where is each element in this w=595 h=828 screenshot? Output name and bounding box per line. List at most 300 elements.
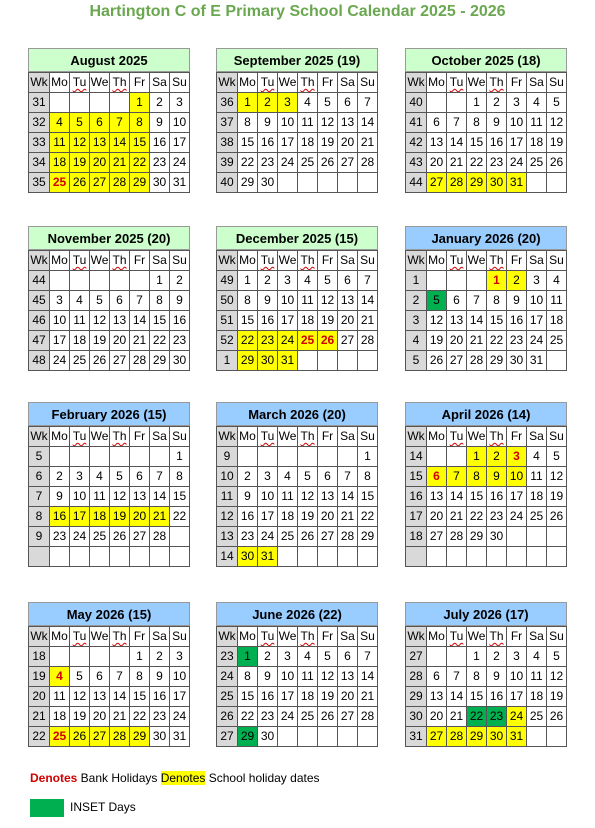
day-cell: 24 xyxy=(507,707,527,727)
week-header: Wk xyxy=(29,73,50,93)
day-cell: 17 xyxy=(278,311,298,331)
day-cell: 14 xyxy=(150,487,170,507)
day-cell: 10 xyxy=(507,467,527,487)
day-cell: 15 xyxy=(358,487,378,507)
week-row xyxy=(217,153,378,173)
day-cell: 5 xyxy=(547,447,567,467)
day-cell xyxy=(70,271,90,291)
day-cell: 21 xyxy=(110,707,130,727)
day-cell xyxy=(298,447,318,467)
day-cell: 20 xyxy=(90,707,110,727)
day-cell: 12 xyxy=(90,311,110,331)
week-row xyxy=(406,113,567,133)
day-cell: 2 xyxy=(487,647,507,667)
week-number: 44 xyxy=(406,173,427,193)
day-cell: 28 xyxy=(467,351,487,371)
day-header: We xyxy=(90,627,110,647)
day-cell: 29 xyxy=(238,727,258,747)
day-cell: 28 xyxy=(130,351,150,371)
day-cell xyxy=(447,93,467,113)
day-cell: 17 xyxy=(278,133,298,153)
month-table xyxy=(216,626,378,747)
day-header-row xyxy=(29,251,190,271)
week-number: 15 xyxy=(406,467,427,487)
day-cell: 2 xyxy=(487,93,507,113)
day-header-row xyxy=(406,627,567,647)
week-row xyxy=(406,467,567,487)
week-row xyxy=(217,487,378,507)
week-number: 32 xyxy=(29,113,50,133)
inset-swatch xyxy=(30,799,64,817)
day-cell: 30 xyxy=(170,351,190,371)
week-row xyxy=(406,707,567,727)
day-cell: 15 xyxy=(467,133,487,153)
day-cell: 8 xyxy=(358,467,378,487)
week-number: 10 xyxy=(217,467,238,487)
day-cell: 10 xyxy=(258,487,278,507)
day-cell xyxy=(278,547,298,567)
day-cell: 11 xyxy=(547,291,567,311)
day-cell: 6 xyxy=(338,271,358,291)
day-cell: 21 xyxy=(358,687,378,707)
month-title: June 2026 (22) xyxy=(216,602,378,626)
day-cell: 2 xyxy=(258,647,278,667)
day-cell: 21 xyxy=(338,507,358,527)
day-cell: 26 xyxy=(110,527,130,547)
day-cell: 1 xyxy=(150,271,170,291)
day-cell: 9 xyxy=(507,291,527,311)
day-cell: 22 xyxy=(467,507,487,527)
day-cell: 19 xyxy=(427,331,447,351)
day-cell: 13 xyxy=(427,487,447,507)
day-header-row xyxy=(29,73,190,93)
day-cell: 23 xyxy=(150,153,170,173)
day-cell xyxy=(130,447,150,467)
day-cell: 11 xyxy=(298,113,318,133)
day-cell: 31 xyxy=(170,727,190,747)
day-cell: 17 xyxy=(70,507,90,527)
week-row xyxy=(217,351,378,371)
week-row xyxy=(29,173,190,193)
day-cell: 15 xyxy=(467,687,487,707)
week-number: 42 xyxy=(406,133,427,153)
day-cell: 22 xyxy=(467,707,487,727)
day-cell: 5 xyxy=(318,271,338,291)
day-cell: 29 xyxy=(130,727,150,747)
day-cell: 15 xyxy=(170,487,190,507)
day-cell xyxy=(447,271,467,291)
month-table xyxy=(28,426,190,567)
day-cell: 27 xyxy=(90,173,110,193)
day-header: Tu xyxy=(447,73,467,93)
day-cell: 23 xyxy=(487,153,507,173)
day-cell: 19 xyxy=(318,687,338,707)
day-cell: 19 xyxy=(70,153,90,173)
day-header-row xyxy=(406,251,567,271)
week-row xyxy=(29,467,190,487)
day-cell: 14 xyxy=(447,133,467,153)
legend-bank-text: Bank Holidays xyxy=(77,771,161,785)
month-table xyxy=(216,250,378,371)
day-cell: 14 xyxy=(130,311,150,331)
week-header: Wk xyxy=(29,627,50,647)
week-number: 46 xyxy=(29,311,50,331)
day-cell: 14 xyxy=(358,113,378,133)
day-cell xyxy=(427,547,447,567)
day-cell: 10 xyxy=(170,667,190,687)
day-cell: 9 xyxy=(487,113,507,133)
week-number: 49 xyxy=(217,271,238,291)
day-cell: 4 xyxy=(50,113,70,133)
day-cell: 22 xyxy=(130,153,150,173)
day-cell: 3 xyxy=(170,647,190,667)
day-cell: 22 xyxy=(358,507,378,527)
day-cell: 12 xyxy=(70,133,90,153)
week-header: Wk xyxy=(217,73,238,93)
week-row xyxy=(217,667,378,687)
week-number: 7 xyxy=(29,487,50,507)
day-cell xyxy=(547,727,567,747)
day-cell: 20 xyxy=(110,331,130,351)
legend-school-text: School holiday dates xyxy=(205,771,320,785)
day-cell: 27 xyxy=(338,153,358,173)
week-row xyxy=(406,507,567,527)
day-cell: 11 xyxy=(527,467,547,487)
day-cell: 4 xyxy=(70,291,90,311)
day-header: Tu xyxy=(447,427,467,447)
day-cell: 14 xyxy=(447,487,467,507)
month-table xyxy=(216,72,378,193)
day-cell: 1 xyxy=(238,271,258,291)
day-cell: 3 xyxy=(507,93,527,113)
month-block xyxy=(216,226,378,371)
day-cell: 1 xyxy=(238,647,258,667)
day-cell: 17 xyxy=(258,507,278,527)
week-row xyxy=(406,727,567,747)
week-number xyxy=(406,547,427,567)
day-header: Sa xyxy=(527,427,547,447)
day-cell: 6 xyxy=(427,113,447,133)
month-block xyxy=(28,226,190,371)
day-cell: 29 xyxy=(358,527,378,547)
day-header: Fr xyxy=(130,251,150,271)
day-cell: 9 xyxy=(258,667,278,687)
day-cell xyxy=(50,647,70,667)
day-cell: 2 xyxy=(150,647,170,667)
day-header: Sa xyxy=(150,427,170,447)
week-header: Wk xyxy=(217,627,238,647)
day-cell: 27 xyxy=(427,727,447,747)
day-cell: 30 xyxy=(487,173,507,193)
day-cell: 5 xyxy=(90,291,110,311)
day-cell: 6 xyxy=(338,93,358,113)
day-cell: 28 xyxy=(358,707,378,727)
day-cell: 9 xyxy=(170,291,190,311)
day-header: Tu xyxy=(70,627,90,647)
day-cell xyxy=(110,93,130,113)
day-cell xyxy=(547,351,567,371)
day-cell: 27 xyxy=(338,331,358,351)
day-cell: 8 xyxy=(467,113,487,133)
month-block xyxy=(216,402,378,567)
day-cell: 29 xyxy=(238,173,258,193)
day-cell: 26 xyxy=(70,173,90,193)
week-row xyxy=(29,707,190,727)
day-cell: 10 xyxy=(278,667,298,687)
day-cell: 31 xyxy=(507,727,527,747)
day-cell: 15 xyxy=(130,133,150,153)
day-cell: 23 xyxy=(258,331,278,351)
day-cell: 14 xyxy=(358,667,378,687)
day-header: Fr xyxy=(507,73,527,93)
day-cell: 10 xyxy=(527,291,547,311)
week-row xyxy=(29,133,190,153)
day-cell: 16 xyxy=(50,507,70,527)
day-header: Th xyxy=(110,427,130,447)
day-cell xyxy=(338,727,358,747)
day-cell: 11 xyxy=(50,133,70,153)
day-cell: 2 xyxy=(50,467,70,487)
week-number: 18 xyxy=(29,647,50,667)
day-cell xyxy=(70,93,90,113)
day-cell: 31 xyxy=(527,351,547,371)
day-cell xyxy=(278,173,298,193)
day-header: Mo xyxy=(238,627,258,647)
page-title: Hartington C of E Primary School Calendar 2025 - 2026 xyxy=(89,3,506,20)
day-cell: 16 xyxy=(507,311,527,331)
day-cell: 24 xyxy=(507,153,527,173)
day-cell: 25 xyxy=(90,527,110,547)
week-header: Wk xyxy=(406,73,427,93)
week-header: Wk xyxy=(406,627,427,647)
week-row xyxy=(217,727,378,747)
day-cell: 27 xyxy=(427,173,447,193)
week-number: 20 xyxy=(29,687,50,707)
day-cell xyxy=(298,547,318,567)
day-cell: 18 xyxy=(298,311,318,331)
day-header: Sa xyxy=(150,251,170,271)
day-cell: 17 xyxy=(507,487,527,507)
week-row xyxy=(217,467,378,487)
day-cell: 12 xyxy=(547,467,567,487)
week-header: Wk xyxy=(29,251,50,271)
day-cell: 24 xyxy=(278,707,298,727)
day-cell: 21 xyxy=(447,507,467,527)
day-header: Su xyxy=(358,427,378,447)
day-header: Sa xyxy=(338,73,358,93)
day-cell xyxy=(447,647,467,667)
day-cell: 28 xyxy=(447,727,467,747)
week-number: 2 xyxy=(406,291,427,311)
day-cell: 7 xyxy=(447,467,467,487)
week-number: 51 xyxy=(217,311,238,331)
day-cell: 11 xyxy=(298,291,318,311)
day-cell: 3 xyxy=(278,93,298,113)
day-cell: 20 xyxy=(318,507,338,527)
day-cell: 13 xyxy=(338,113,358,133)
day-cell: 26 xyxy=(318,707,338,727)
day-cell: 18 xyxy=(50,153,70,173)
day-cell: 16 xyxy=(150,687,170,707)
day-header: Sa xyxy=(527,73,547,93)
day-cell: 16 xyxy=(487,133,507,153)
week-header: Wk xyxy=(406,251,427,271)
day-cell: 9 xyxy=(487,467,507,487)
week-number: 17 xyxy=(406,507,427,527)
day-header: Th xyxy=(298,427,318,447)
day-cell: 3 xyxy=(50,291,70,311)
day-header: Su xyxy=(547,627,567,647)
day-header: We xyxy=(278,73,298,93)
day-cell: 3 xyxy=(70,467,90,487)
day-cell: 12 xyxy=(547,667,567,687)
day-cell: 3 xyxy=(170,93,190,113)
day-cell: 30 xyxy=(258,727,278,747)
day-header: Th xyxy=(487,73,507,93)
week-row xyxy=(406,173,567,193)
day-cell: 28 xyxy=(447,173,467,193)
day-cell: 18 xyxy=(70,331,90,351)
week-row xyxy=(406,487,567,507)
day-cell: 3 xyxy=(527,271,547,291)
day-cell: 30 xyxy=(258,351,278,371)
day-cell: 3 xyxy=(278,271,298,291)
week-row xyxy=(217,93,378,113)
day-cell xyxy=(298,173,318,193)
week-number: 30 xyxy=(406,707,427,727)
month-title: May 2026 (15) xyxy=(28,602,190,626)
day-header: Fr xyxy=(130,627,150,647)
day-header: Mo xyxy=(50,251,70,271)
day-cell: 30 xyxy=(507,351,527,371)
day-cell: 12 xyxy=(318,113,338,133)
day-header: We xyxy=(90,427,110,447)
week-row xyxy=(217,447,378,467)
week-row xyxy=(406,93,567,113)
day-cell: 27 xyxy=(130,527,150,547)
day-cell xyxy=(358,727,378,747)
day-cell: 16 xyxy=(487,687,507,707)
day-header: Mo xyxy=(50,73,70,93)
day-cell: 13 xyxy=(338,291,358,311)
day-cell xyxy=(130,547,150,567)
day-cell: 23 xyxy=(238,527,258,547)
day-header: We xyxy=(467,251,487,271)
day-cell: 11 xyxy=(298,667,318,687)
day-cell: 9 xyxy=(487,667,507,687)
day-cell: 5 xyxy=(427,291,447,311)
day-cell: 17 xyxy=(170,687,190,707)
week-row xyxy=(217,647,378,667)
day-cell: 25 xyxy=(298,153,318,173)
day-cell xyxy=(467,271,487,291)
day-cell: 18 xyxy=(547,311,567,331)
week-number: 35 xyxy=(29,173,50,193)
week-row xyxy=(217,507,378,527)
month-title: February 2026 (15) xyxy=(28,402,190,426)
day-header-row xyxy=(406,427,567,447)
day-cell: 14 xyxy=(358,291,378,311)
day-cell: 1 xyxy=(487,271,507,291)
day-cell: 1 xyxy=(238,93,258,113)
day-cell xyxy=(298,727,318,747)
day-header: Sa xyxy=(338,627,358,647)
day-cell xyxy=(318,547,338,567)
day-cell xyxy=(90,93,110,113)
month-table xyxy=(28,626,190,747)
week-number: 19 xyxy=(29,667,50,687)
week-number: 34 xyxy=(29,153,50,173)
week-number: 11 xyxy=(217,487,238,507)
week-row xyxy=(406,447,567,467)
day-cell: 1 xyxy=(130,93,150,113)
day-cell: 24 xyxy=(170,707,190,727)
week-number: 48 xyxy=(29,351,50,371)
day-cell: 27 xyxy=(110,351,130,371)
day-cell: 26 xyxy=(298,527,318,547)
day-cell: 31 xyxy=(258,547,278,567)
week-row xyxy=(29,93,190,113)
week-row xyxy=(406,527,567,547)
month-block xyxy=(405,48,567,193)
day-cell: 27 xyxy=(90,727,110,747)
day-cell: 12 xyxy=(70,687,90,707)
day-cell: 30 xyxy=(238,547,258,567)
week-number: 29 xyxy=(406,687,427,707)
day-cell: 13 xyxy=(427,133,447,153)
day-cell: 29 xyxy=(238,351,258,371)
day-cell xyxy=(110,447,130,467)
day-header: We xyxy=(90,73,110,93)
day-cell: 29 xyxy=(150,351,170,371)
day-cell: 7 xyxy=(130,291,150,311)
day-cell: 7 xyxy=(467,291,487,311)
day-cell: 20 xyxy=(427,507,447,527)
day-cell: 17 xyxy=(50,331,70,351)
day-cell xyxy=(427,647,447,667)
day-cell: 8 xyxy=(467,467,487,487)
day-cell: 2 xyxy=(258,271,278,291)
day-header: Su xyxy=(170,251,190,271)
day-cell: 29 xyxy=(130,173,150,193)
day-header: Th xyxy=(487,427,507,447)
day-cell: 14 xyxy=(110,133,130,153)
day-cell: 4 xyxy=(298,647,318,667)
day-cell: 18 xyxy=(527,687,547,707)
week-number: 13 xyxy=(217,527,238,547)
day-cell xyxy=(278,727,298,747)
week-header: Wk xyxy=(217,427,238,447)
day-header-row xyxy=(406,73,567,93)
day-cell: 28 xyxy=(358,153,378,173)
day-cell xyxy=(90,547,110,567)
day-cell: 5 xyxy=(70,667,90,687)
day-cell: 10 xyxy=(278,291,298,311)
day-header: Th xyxy=(298,251,318,271)
day-cell: 22 xyxy=(130,707,150,727)
day-cell xyxy=(507,547,527,567)
day-header: Th xyxy=(298,627,318,647)
day-cell: 23 xyxy=(50,527,70,547)
day-cell xyxy=(318,351,338,371)
day-header: Th xyxy=(487,251,507,271)
day-cell: 24 xyxy=(50,351,70,371)
day-header: We xyxy=(90,251,110,271)
day-cell: 25 xyxy=(527,707,547,727)
day-cell: 30 xyxy=(258,173,278,193)
day-cell: 15 xyxy=(238,687,258,707)
day-cell: 16 xyxy=(487,487,507,507)
